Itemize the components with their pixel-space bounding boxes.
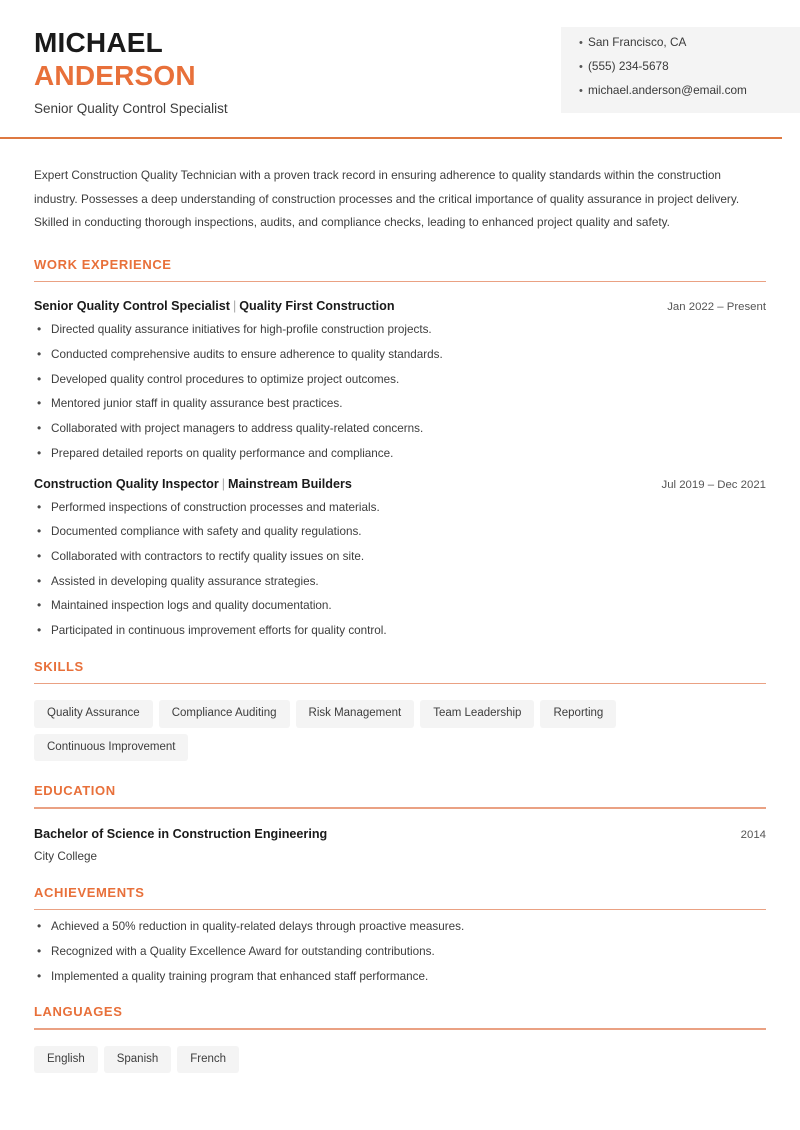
experience-bullet: • Conducted comprehensive audits to ensure adherence to quality standards. bbox=[34, 349, 766, 361]
first-name: MICHAEL bbox=[34, 27, 163, 58]
languages-list bbox=[34, 1046, 766, 1074]
experience-bullet: • Performed inspections of construction processes and materials. bbox=[34, 502, 766, 514]
experience-bullet: • Directed quality assurance initiatives for high-profile construction projects. bbox=[34, 324, 766, 336]
bullet-icon: • bbox=[579, 37, 583, 49]
experience-bullet: • Documented compliance with safety and quality regulations. bbox=[34, 526, 766, 538]
experience-dates: Jan 2022 – Present bbox=[667, 301, 766, 314]
contact-item-email bbox=[579, 85, 800, 97]
skill-chip: Continuous Improvement bbox=[34, 734, 188, 762]
title-company-separator: | bbox=[221, 476, 226, 491]
experience-bullet: • Collaborated with project managers to address quality-related concerns. bbox=[34, 423, 766, 435]
education-entry-header bbox=[34, 827, 766, 841]
experience-company: Quality First Construction bbox=[239, 299, 395, 314]
section-skills bbox=[34, 659, 766, 762]
experience-bullet-list bbox=[34, 502, 766, 637]
experience-entry-header bbox=[34, 477, 766, 491]
section-title-work-experience: WORK EXPERIENCE bbox=[34, 256, 172, 272]
experience-entry bbox=[34, 477, 766, 637]
education-degree: Bachelor of Science in Construction Engineering bbox=[34, 826, 328, 841]
professional-headline: Senior Quality Control Specialist bbox=[34, 101, 228, 117]
section-divider bbox=[34, 683, 766, 685]
section-title-skills: SKILLS bbox=[34, 658, 84, 674]
education-year: 2014 bbox=[740, 828, 766, 841]
experience-dates: Jul 2019 – Dec 2021 bbox=[661, 478, 766, 491]
section-languages bbox=[34, 1004, 766, 1073]
bullet-icon: • bbox=[579, 85, 583, 97]
section-divider bbox=[34, 1028, 766, 1030]
experience-bullet: • Mentored junior staff in quality assurance best practices. bbox=[34, 398, 766, 410]
contact-location-value: San Francisco, CA bbox=[588, 35, 687, 49]
experience-bullet: • Assisted in developing quality assurance strategies. bbox=[34, 576, 766, 588]
title-company-separator: | bbox=[232, 299, 237, 314]
section-divider bbox=[34, 909, 766, 911]
experience-job-title: Construction Quality Inspector bbox=[34, 476, 219, 491]
professional-summary: Expert Construction Quality Technician with a proven track record in ensuring adherence to quality standards within the construction industry. Possesses a deep understanding of construction processes and the critical importance of quality assurance in project delivery. Skilled in conducting thorough inspections, audits, and compliance checks, leading to enhanced project quality and safety. bbox=[34, 168, 740, 230]
contact-item-location bbox=[579, 37, 800, 49]
skills-list bbox=[34, 700, 766, 761]
bullet-icon: • bbox=[579, 61, 583, 73]
experience-bullet: • Developed quality control procedures to optimize project outcomes. bbox=[34, 374, 766, 386]
experience-entry-header bbox=[34, 299, 766, 313]
experience-title-company bbox=[34, 299, 395, 313]
achievement-item: • Implemented a quality training program that enhanced staff performance. bbox=[34, 971, 766, 983]
section-education bbox=[34, 783, 766, 863]
section-title-education: EDUCATION bbox=[34, 783, 116, 799]
skill-chip: Team Leadership bbox=[420, 700, 534, 728]
section-title-languages: LANGUAGES bbox=[34, 1004, 123, 1020]
experience-bullet-list bbox=[34, 324, 766, 459]
contact-info-box bbox=[561, 27, 800, 113]
contact-item-phone bbox=[579, 61, 800, 73]
experience-bullet: • Prepared detailed reports on quality performance and compliance. bbox=[34, 448, 766, 460]
experience-bullet: • Collaborated with contractors to rectify quality issues on site. bbox=[34, 551, 766, 563]
achievement-item: • Achieved a 50% reduction in quality-related delays through proactive measures. bbox=[34, 921, 766, 933]
resume-header bbox=[0, 0, 800, 138]
language-chip: French bbox=[177, 1046, 239, 1074]
header-divider bbox=[0, 137, 782, 139]
skill-chip: Compliance Auditing bbox=[159, 700, 290, 728]
skill-chip: Reporting bbox=[540, 700, 616, 728]
section-divider bbox=[34, 281, 766, 283]
experience-bullet: • Maintained inspection logs and quality documentation. bbox=[34, 600, 766, 612]
section-title-achievements: ACHIEVEMENTS bbox=[34, 884, 145, 900]
skill-chip: Quality Assurance bbox=[34, 700, 153, 728]
experience-job-title: Senior Quality Control Specialist bbox=[34, 299, 230, 314]
education-school: City College bbox=[34, 849, 98, 863]
section-achievements bbox=[34, 885, 766, 983]
section-divider bbox=[34, 807, 766, 809]
achievement-item: • Recognized with a Quality Excellence Award for outstanding contributions. bbox=[34, 946, 766, 958]
last-name: ANDERSON bbox=[34, 60, 196, 92]
experience-entry bbox=[34, 299, 766, 459]
contact-email-value: michael.anderson@email.com bbox=[588, 83, 747, 97]
skill-chip: Risk Management bbox=[296, 700, 415, 728]
resume-content bbox=[0, 164, 800, 1073]
language-chip: Spanish bbox=[104, 1046, 172, 1074]
experience-bullet: • Participated in continuous improvement efforts for quality control. bbox=[34, 625, 766, 637]
achievements-list bbox=[34, 921, 766, 982]
education-entry bbox=[34, 827, 766, 863]
experience-title-company bbox=[34, 477, 352, 491]
contact-phone-value: (555) 234-5678 bbox=[588, 59, 669, 73]
header-identity bbox=[34, 26, 228, 116]
language-chip: English bbox=[34, 1046, 98, 1074]
experience-company: Mainstream Builders bbox=[228, 476, 352, 491]
section-work-experience bbox=[34, 257, 766, 637]
